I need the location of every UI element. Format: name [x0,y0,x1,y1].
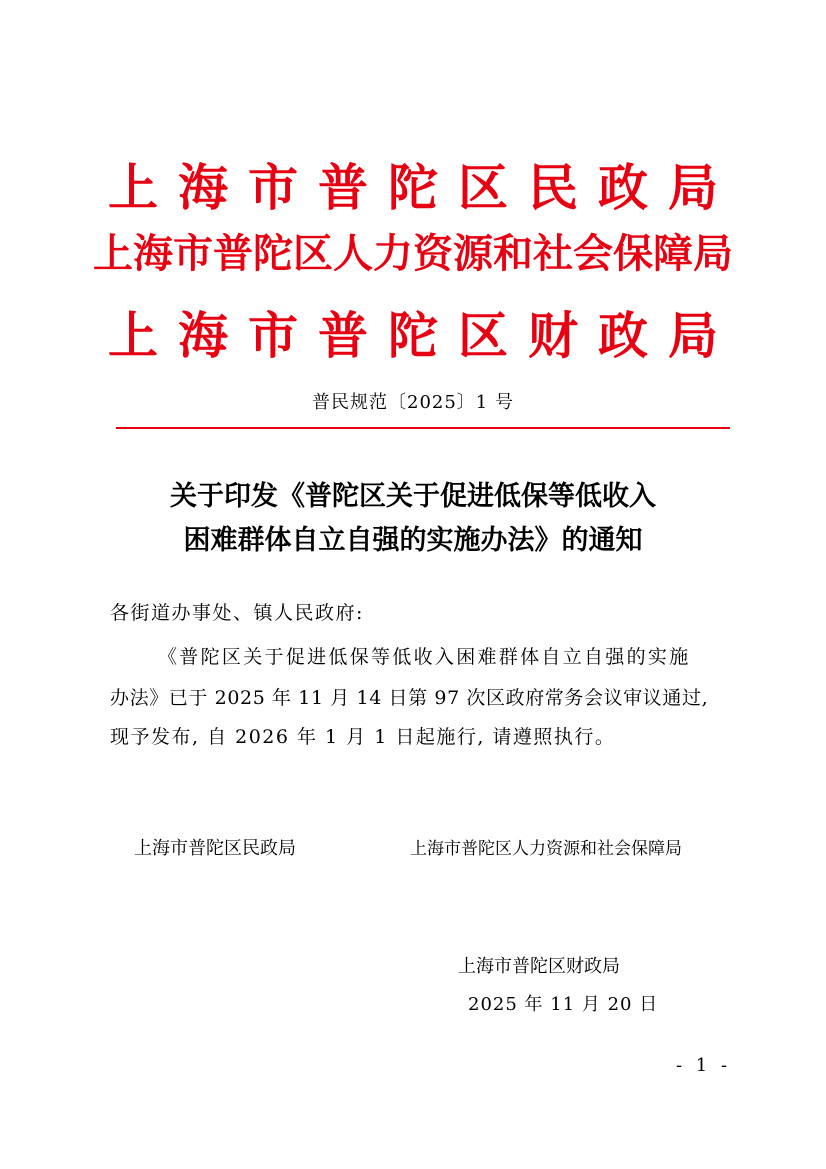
document-title-line-1: 关于印发《普陀区关于促进低保等低收入 [170,481,656,512]
issuer-header-finance: 上海市普陀区财政局 [108,306,738,365]
issuer-header-human-resources: 上海市普陀区人力资源和社会保障局 [93,230,733,277]
body-paragraph-line-1: 《普陀区关于促进低保等低收入困难群体自立自强的实施 [158,646,691,668]
addressee: 各街道办事处、镇人民政府: [110,602,364,624]
body-paragraph-line-2: 办法》已于 2025 年 11 月 14 日第 97 次区政府常务会议审议通过, [110,687,709,709]
page-number: - 1 - [676,1055,732,1076]
document-title-line-2: 困难群体自立自强的实施办法》的通知 [183,525,643,556]
signature-civil-affairs: 上海市普陀区民政局 [134,838,296,859]
signature-date: 2025 年 11 月 20 日 [468,994,659,1015]
body-paragraph-line-3: 现予发布, 自 2026 年 1 月 1 日起施行, 请遵照执行。 [110,726,616,748]
signature-human-resources: 上海市普陀区人力资源和社会保障局 [410,839,682,859]
signature-finance: 上海市普陀区财政局 [458,956,620,977]
document-number: 普民规范〔2025〕1 号 [312,392,514,413]
issuer-header-civil-affairs: 上海市普陀区民政局 [108,158,738,217]
red-divider-line [116,427,730,429]
